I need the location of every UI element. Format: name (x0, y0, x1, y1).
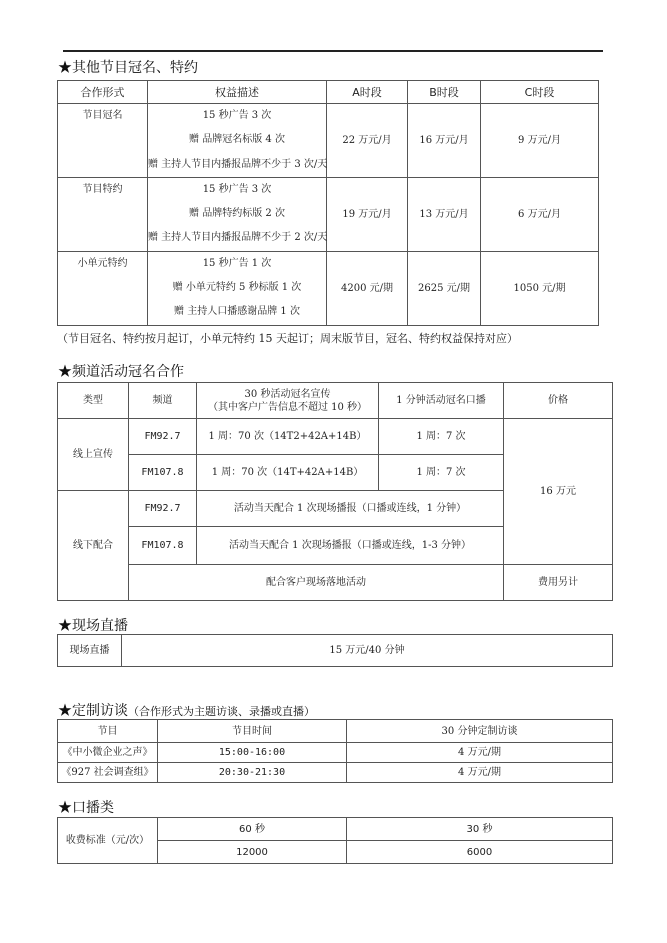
benefit-line: 15 秒广告 3 次 (202, 183, 272, 195)
onsite-cell: 配合客户现场落地活动 (129, 565, 504, 601)
channel-cell: FM92.7 (129, 491, 197, 527)
type-cell: 线下配合 (58, 491, 129, 601)
header-cell: 30 秒 (347, 818, 613, 841)
oral-ads-table (57, 817, 613, 864)
header-cell: 价格 (504, 383, 613, 419)
top-rule (63, 50, 603, 52)
fee-value: 12000 (158, 841, 347, 864)
form-cell: 小单元特约 (58, 251, 148, 325)
desc-cell: 活动当天配合 1 次现场播报（口播或连线，1-3 分钟） (197, 527, 504, 565)
price-a: 22 万元/月 (327, 104, 408, 178)
form-cell: 节目特约 (58, 177, 148, 251)
benefit-line: 赠 主持人口播感谢品牌 1 次 (174, 306, 300, 318)
time-cell: 20:30-21:30 (158, 763, 347, 783)
price-b: 13 万元/月 (408, 177, 481, 251)
interview-subtitle: （合作形式为主题访谈、录播或直播） (128, 705, 315, 718)
price-cell: 4 万元/期 (347, 743, 613, 763)
promo-cell: 1 周：70 次（14T2+42A+14B） (197, 419, 379, 455)
benefits-cell (148, 251, 327, 325)
benefit-line: 15 秒广告 1 次 (202, 257, 272, 269)
table-row (58, 743, 613, 763)
price-c: 9 万元/月 (481, 104, 599, 178)
benefits-cell (148, 104, 327, 178)
channel-cell: FM92.7 (129, 419, 197, 455)
interview-title: ★定制访谈 (58, 703, 128, 719)
header-cell: 1 分钟活动冠名口播 (379, 383, 504, 419)
section-title-live: ★现场直播 (58, 618, 128, 634)
channel-activity-table (57, 382, 613, 601)
header-cell: C时段 (481, 81, 599, 104)
oral-cell: 1 周：7 次 (379, 455, 504, 491)
benefit-line: 赠 主持人节目内播报品牌不少于 3 次/天 (148, 158, 328, 170)
header-cell: 合作形式 (58, 81, 148, 104)
table-row (58, 251, 599, 325)
header-cell: 权益描述 (148, 81, 327, 104)
table-row (58, 177, 599, 251)
price-c: 6 万元/月 (481, 177, 599, 251)
header-cell: 节目 (58, 720, 158, 743)
type-cell: 线上宣传 (58, 419, 129, 491)
program-cell: 《中小微企业之声》 (58, 743, 158, 763)
table-row (58, 565, 613, 601)
benefit-line: 15 秒广告 3 次 (202, 110, 272, 121)
live-value: 15 万元/40 分钟 (122, 635, 613, 667)
fee-label: 收费标准（元/次） (58, 818, 158, 864)
benefit-line: 赠 小单元特约 5 秒标版 1 次 (172, 282, 302, 294)
table-row (58, 419, 613, 455)
sponsorship-table (57, 80, 599, 326)
fee-value: 6000 (347, 841, 613, 864)
header-cell: 节目时间 (158, 720, 347, 743)
header-cell: 30 分钟定制访谈 (347, 720, 613, 743)
header-cell: 60 秒 (158, 818, 347, 841)
sponsorship-note: （节目冠名、特约按月起订，小单元特约 15 天起订；周末版节目，冠名、特约权益保持对应） (57, 332, 518, 345)
header-cell: A时段 (327, 81, 408, 104)
time-cell: 15:00-16:00 (158, 743, 347, 763)
table-row (58, 104, 599, 178)
price-c: 1050 元/期 (481, 251, 599, 325)
price-a: 19 万元/月 (327, 177, 408, 251)
channel-cell: FM107.8 (129, 455, 197, 491)
table-row (58, 763, 613, 783)
program-cell: 《927 社会调查组》 (58, 763, 158, 783)
desc-cell: 活动当天配合 1 次现场播报（口播或连线，1 分钟） (197, 491, 504, 527)
header-cell (197, 383, 379, 419)
price-cell: 4 万元/期 (347, 763, 613, 783)
header-cell: 类型 (58, 383, 129, 419)
benefit-line: 赠 主持人节目内播报品牌不少于 2 次/天 (148, 232, 328, 244)
oral-cell: 1 周：7 次 (379, 419, 504, 455)
price-b: 2625 元/期 (408, 251, 481, 325)
form-cell: 节目冠名 (58, 104, 148, 178)
interview-table (57, 719, 613, 783)
benefits-cell (148, 177, 327, 251)
price-cell: 16 万元 (504, 419, 613, 565)
section-title-sponsorship: ★其他节目冠名、特约 (58, 60, 198, 76)
section-title-interview (58, 703, 315, 720)
header-cell: 频道 (129, 383, 197, 419)
price-b: 16 万元/月 (408, 104, 481, 178)
benefit-line: 赠 品牌特约标版 2 次 (189, 208, 285, 220)
header-cell: B时段 (408, 81, 481, 104)
live-table (57, 634, 613, 667)
section-title-channel-activity: ★频道活动冠名合作 (58, 364, 184, 380)
header-promo-line1: 30 秒活动冠名宣传 (244, 388, 331, 400)
live-label: 现场直播 (58, 635, 122, 667)
promo-cell: 1 周：70 次（14T+42A+14B） (197, 455, 379, 491)
price-a: 4200 元/期 (327, 251, 408, 325)
onsite-price-cell: 费用另计 (504, 565, 613, 601)
header-promo-line2: （其中客户广告信息不超过 10 秒） (207, 401, 368, 413)
benefit-line: 赠 品牌冠名标版 4 次 (189, 134, 285, 146)
channel-cell: FM107.8 (129, 527, 197, 565)
section-title-oral-ads: ★口播类 (58, 800, 114, 816)
table-row (58, 635, 613, 667)
